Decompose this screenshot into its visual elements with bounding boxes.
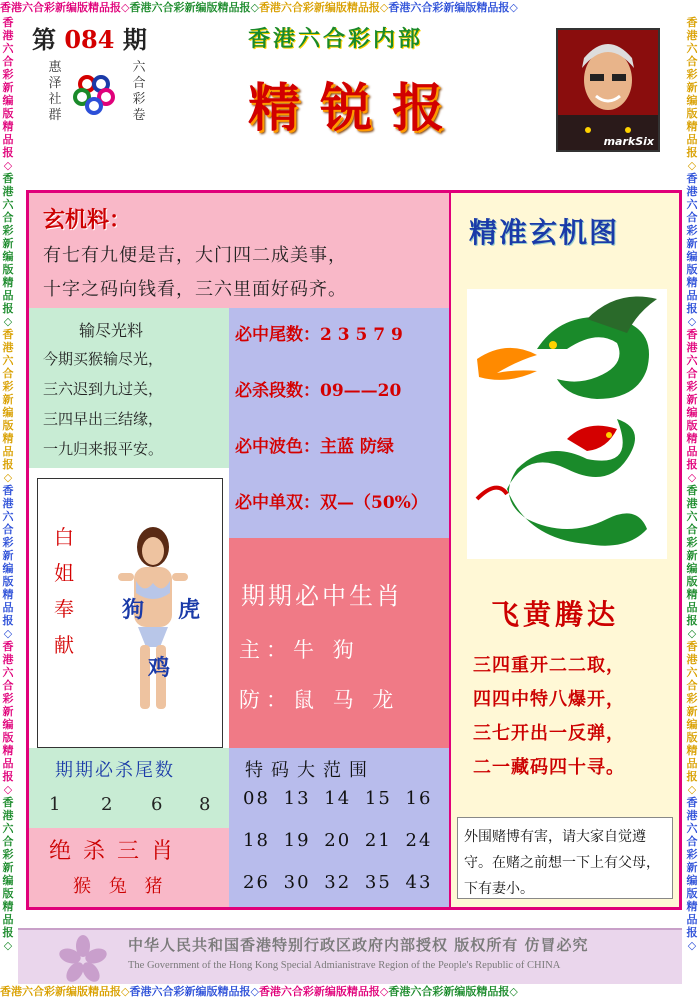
border-text: 香港六合彩新编版精品报◇ [388,985,518,998]
stat-label: 必中单双： [235,493,320,513]
footer-en-text: The Government of the Hong Kong Special Admianistrave Region of the People's Republic of CHINA [128,960,561,971]
stat-row [235,432,394,457]
map-title: 精准玄机图 [469,216,620,249]
gambling-warning: 外围赌博有害，请大家自觉遵守。在赌之前想一下上有父母，下有妻小。 [457,817,673,899]
border-text: 香港六合彩新编版精品报◇ [686,796,698,952]
special-row: 26 30 32 35 43 [243,872,433,893]
poem-line: 今期买猴输尽光， [43,350,164,368]
photo-word: 虎 [178,597,201,623]
special-title: 特码大范围 [245,760,375,781]
portrait-caption: markSix [603,135,654,148]
special-numbers [229,748,449,907]
border-text: 香港六合彩新编版精品报◇ [686,328,698,484]
border-text: 香港六合彩新编版精品报◇ [0,1,130,14]
tail-title: 期期必杀尾数 [55,760,175,781]
fei-line: 三四重开二二取， [473,655,625,676]
stat-label: 必杀段数： [235,381,320,401]
poem-title: 输尽光料 [79,321,144,340]
kill-title: 绝杀三肖 [49,839,186,864]
border-text: 香港六合彩新编版精品报◇ [129,1,259,14]
special-row: 18 19 20 21 24 [243,830,433,851]
issue-label [32,20,147,55]
tail-number: 1 [49,794,61,815]
dragon-drawing [467,289,667,559]
right-border-strip [684,16,700,984]
stat-value: 09——20 [320,381,402,401]
logo-left-text: 惠泽社群 [48,60,62,123]
fei-line: 四四中特八爆开， [473,689,625,710]
photo-frame [37,478,223,748]
tail-number: 6 [151,794,163,815]
subtitle: 香港六合彩内部 [248,26,424,52]
zodiac-section [229,538,449,748]
stat-row [235,320,403,345]
border-text: 香港六合彩新编版精品报◇ [129,985,259,998]
stat-value: 双—（50%） [320,493,428,513]
stat-value: 2 3 5 7 9 [320,325,403,345]
right-column [449,193,679,907]
issue-suffix: 期 [122,25,147,54]
bottom-border-strip [0,984,700,1000]
page-title: 精锐报 [248,78,465,139]
poem-line: 三四早出三结缘， [43,410,164,428]
kill-animals: 猴 兔 猪 [73,876,169,897]
bauhinia-emblem-icon [58,934,108,982]
header [18,16,682,176]
stat-row [235,488,428,513]
top-border-strip [0,0,700,16]
border-text: 香港六合彩新编版精品报◇ [686,16,698,172]
border-text: 香港六合彩新编版精品报◇ [2,172,14,328]
zodiac-title: 期期必中生肖 [241,582,403,610]
prediction-stats [229,308,449,538]
border-text: 香港六合彩新编版精品报◇ [0,985,130,998]
tail-number: 2 [101,794,113,815]
portrait-image [556,28,660,152]
fei-line: 三七开出一反弹， [473,723,625,744]
border-text: 香港六合彩新编版精品报◇ [686,172,698,328]
stat-label: 必中尾数： [235,325,320,345]
border-text: 香港六合彩新编版精品报◇ [2,640,14,796]
footer-cn-text: 中华人民共和国香港特别行政区政府内部授权 版权所有 仿冒必究 [128,936,589,954]
border-text: 香港六合彩新编版精品报◇ [388,1,518,14]
zodiac-guard: 防：鼠 马 龙 [239,688,400,712]
left-border-strip [0,16,16,984]
stat-row [235,376,401,401]
portrait-drawing [558,30,658,150]
border-text: 香港六合彩新编版精品报◇ [686,640,698,796]
issue-number: 084 [64,25,115,54]
photo-word: 狗 [122,597,145,623]
kill-section [29,828,229,907]
fei-line: 二一藏码四十寻。 [473,757,625,778]
border-text: 香港六合彩新编版精品报◇ [258,985,389,998]
vertical-caption: 白姐奉献 [54,525,74,657]
xuanji-line: 十字之码向钱看，三六里面好码齐。 [43,279,347,300]
special-row: 08 13 14 15 16 [243,788,433,809]
logo-rings-icon [72,72,116,116]
border-text: 香港六合彩新编版精品报◇ [258,1,389,14]
border-text: 香港六合彩新编版精品报◇ [2,796,14,952]
tail-section [29,748,229,828]
logo-right-text: 六合彩卷 [132,60,146,123]
footer [18,928,682,984]
stat-value: 主蓝 防绿 [320,437,394,457]
xuanji-line: 有七有九便是吉，大门四二成美事， [43,245,347,266]
poem-line: 一九归来报平安。 [43,440,164,458]
photo-word: 鸡 [148,655,171,681]
zodiac-main: 主：牛 狗 [239,638,360,662]
issue-prefix: 第 [32,25,56,54]
border-text: 香港六合彩新编版精品报◇ [686,484,698,640]
xuanji-title: 玄机料： [43,207,132,233]
stat-label: 必中波色： [235,437,320,457]
main-panel [26,190,682,910]
lottery-logo [32,56,164,146]
border-text: 香港六合彩新编版精品报◇ [2,484,14,640]
border-text: 香港六合彩新编版精品报◇ [2,328,14,484]
border-text: 香港六合彩新编版精品报◇ [2,16,14,172]
fei-title: 飞黄腾达 [491,598,620,631]
xuanji-section [29,193,449,308]
tail-number: 8 [199,794,211,815]
dragon-image [467,289,667,559]
poem-line: 三六迟到九过关， [43,380,164,398]
poem-section [29,308,229,468]
